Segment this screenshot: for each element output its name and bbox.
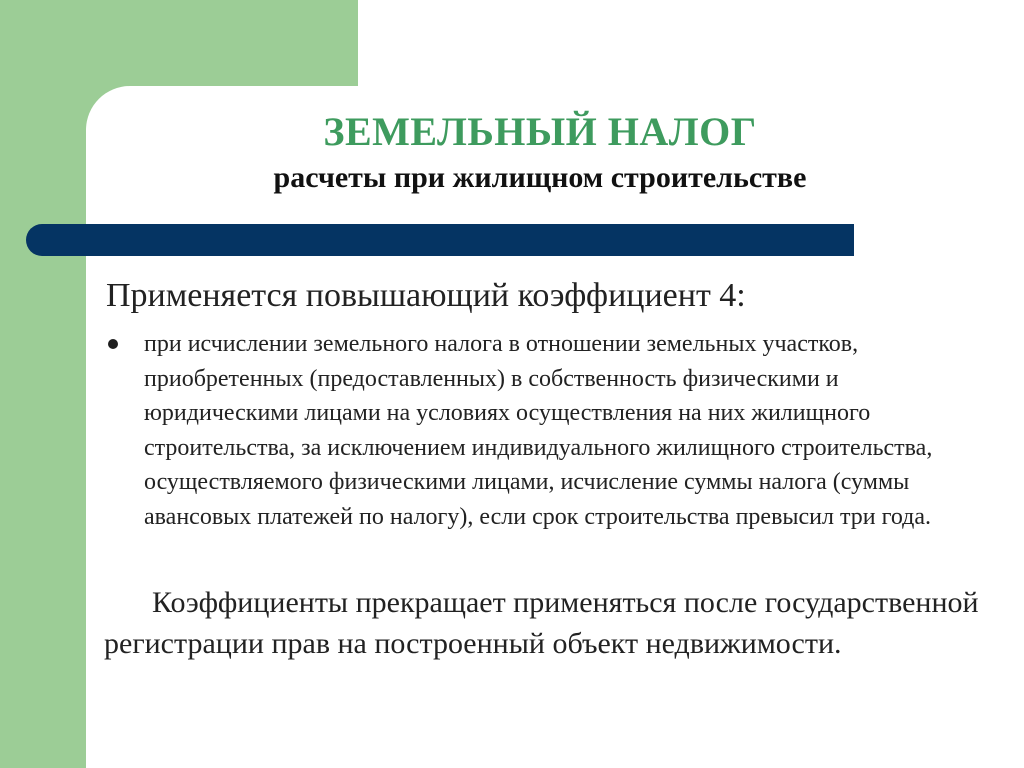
- divider-bar: [26, 224, 854, 256]
- closing-note: Коэффициенты прекращает применяться после государственной регистрации прав на построенный объект недвижимости.: [104, 586, 979, 660]
- bullet-dot-icon: [108, 339, 118, 349]
- slide-subtitle: расчеты при жилищном строительстве: [273, 161, 807, 194]
- list-item: [104, 327, 984, 534]
- bullet-text: при исчислении земельного налога в отношении земельных участков, приобретенных (предоставленных) в собственность физическими и юридическими лицами на условиях осуществления на них жилищного строительства, за исключением индивидуального жилищного строительства, осуществляемого физическими лицами, исчисление суммы налога (суммы авансовых платежей по налогу), если срок строительства превысил три года.: [144, 331, 933, 530]
- slide-title: ЗЕМЕЛЬНЫЙ НАЛОГ: [323, 109, 757, 154]
- bullet-list: [104, 327, 984, 534]
- lead-text: Применяется повышающий коэффициент 4:: [106, 277, 746, 314]
